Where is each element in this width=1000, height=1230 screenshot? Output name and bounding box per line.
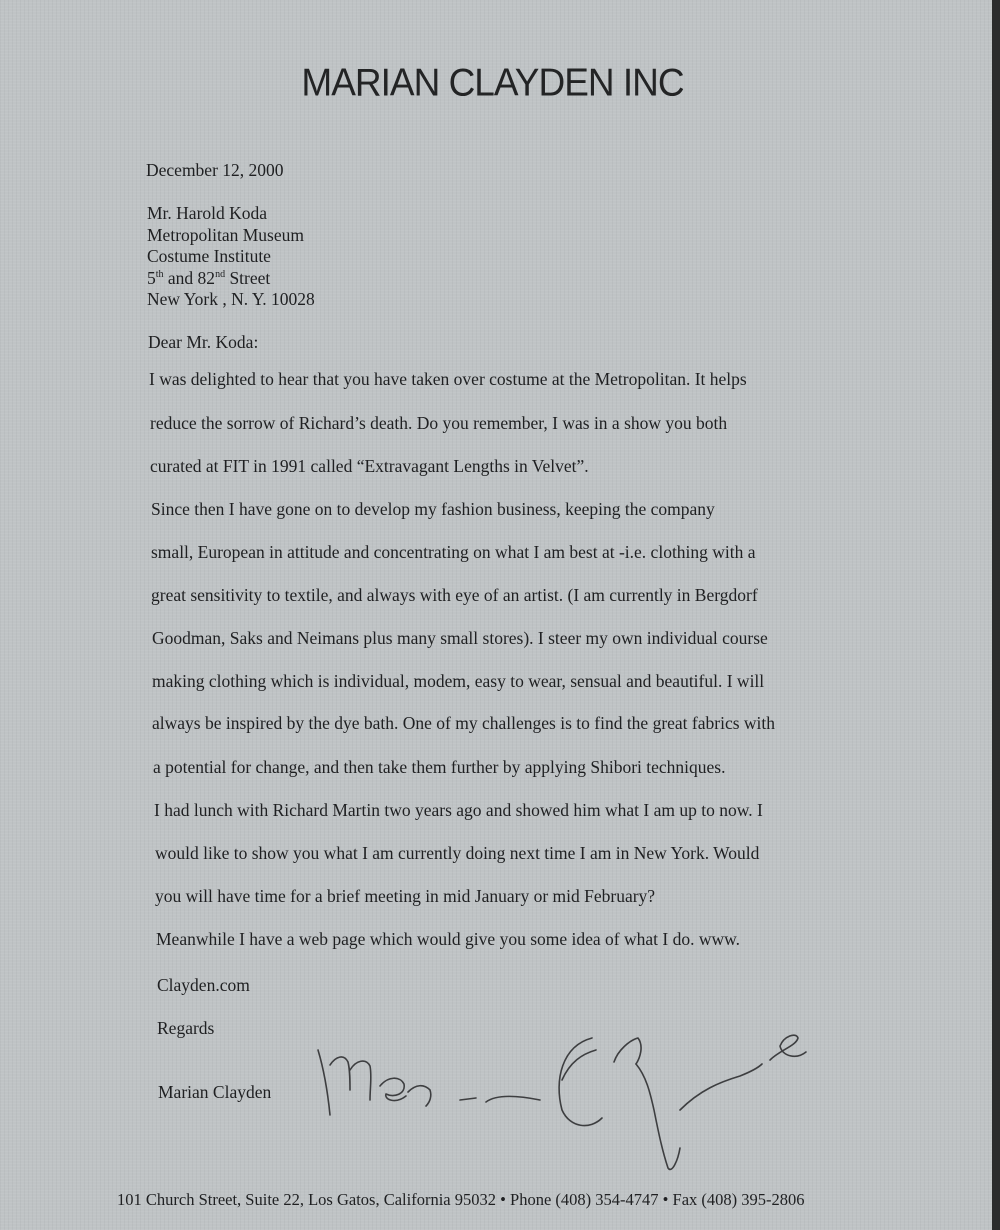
body-line: Goodman, Saks and Neimans plus many small stores). I steer my own individual course <box>152 628 768 648</box>
street-number-a: 5 <box>147 268 156 288</box>
recipient-street <box>147 268 270 289</box>
body-line: reduce the sorrow of Richard’s death. Do you remember, I was in a show you both <box>150 413 728 433</box>
salutation: Dear Mr. Koda: <box>148 332 259 352</box>
street-suffix-a: th <box>155 269 164 281</box>
body-line: would like to show you what I am currently doing next time I am in New York. Would <box>155 843 760 863</box>
street-word: Street <box>225 268 271 288</box>
body-line: curated at FIT in 1991 called “Extravagant Lengths in Velvet”. <box>150 456 589 476</box>
recipient-city: New York , N. Y. 10028 <box>147 289 315 309</box>
body-line: I was delighted to hear that you have taken over costume at the Metropolitan. It helps <box>149 369 747 389</box>
recipient-department: Costume Institute <box>147 246 271 266</box>
signer-name: Marian Clayden <box>158 1082 272 1102</box>
body-line: small, European in attitude and concentrating on what I am best at -i.e. clothing with a <box>151 542 756 562</box>
body-line: Meanwhile I have a web page which would give you some idea of what I do. www. <box>156 929 740 949</box>
body-line: Clayden.com <box>157 975 250 995</box>
street-number-b: and 82 <box>163 268 216 288</box>
body-line: great sensitivity to textile, and always with eye of an artist. (I am currently in Bergdorf <box>151 585 758 605</box>
body-line: making clothing which is individual, modem, easy to wear, sensual and beautiful. I will <box>152 671 765 691</box>
street-suffix-b: nd <box>215 269 226 281</box>
letter-date: December 12, 2000 <box>146 160 284 180</box>
scan-edge <box>992 0 1000 1230</box>
recipient-organization: Metropolitan Museum <box>147 225 304 245</box>
body-line: a potential for change, and then take them further by applying Shibori techniques. <box>153 757 726 777</box>
body-line: I had lunch with Richard Martin two years ago and showed him what I am up to now. I <box>154 800 763 820</box>
letterhead: MARIAN CLAYDEN INC <box>301 60 684 104</box>
body-line: Since then I have gone on to develop my fashion business, keeping the company <box>151 499 715 519</box>
recipient-name: Mr. Harold Koda <box>147 203 268 223</box>
closing: Regards <box>157 1018 215 1038</box>
handwritten-signature <box>300 1010 820 1180</box>
footer-contact: 101 Church Street, Suite 22, Los Gatos, California 95032 • Phone (408) 354-4747 • Fax (408) 395-2806 <box>117 1190 805 1209</box>
body-line: you will have time for a brief meeting in mid January or mid February? <box>155 886 656 906</box>
body-line: always be inspired by the dye bath. One of my challenges is to find the great fabrics with <box>152 713 776 733</box>
